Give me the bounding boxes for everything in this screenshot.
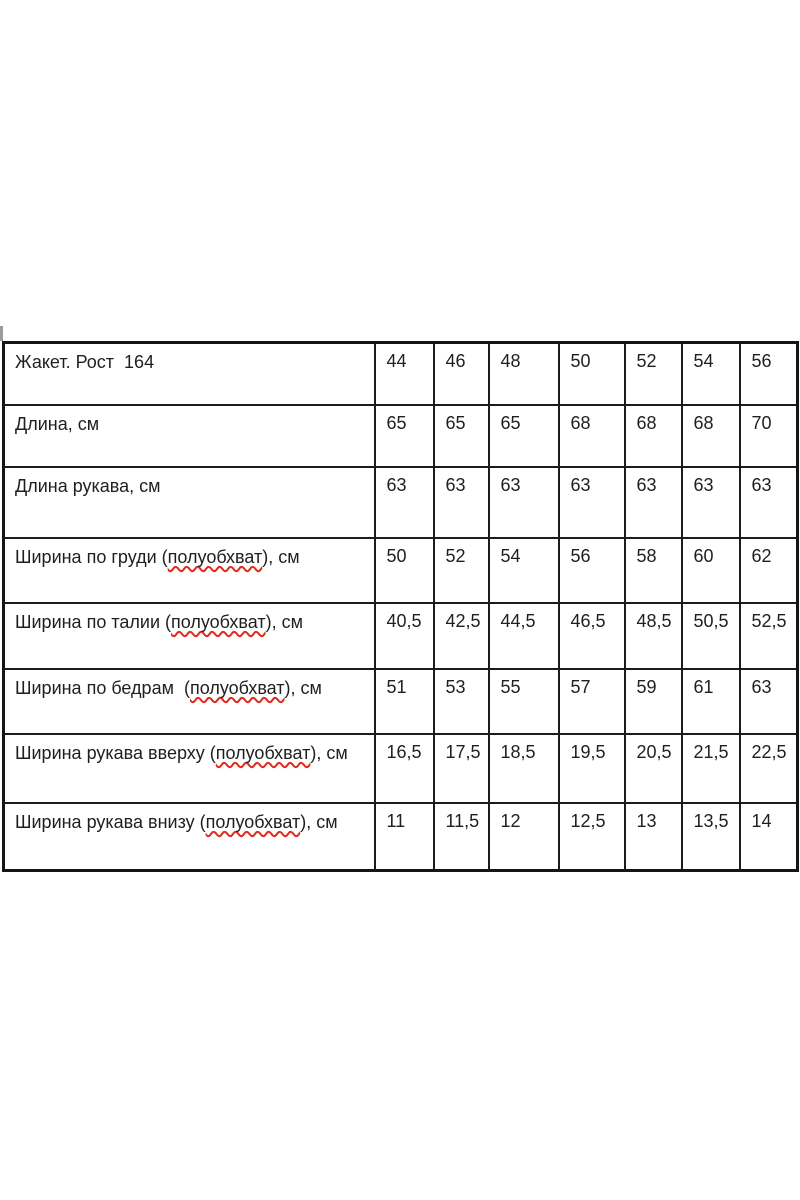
misspelled-word: полуобхват [205,811,301,832]
measurement-row [4,405,798,467]
size-number-cell: 46 [434,343,489,405]
measurement-value-cell: 44,5 [489,603,559,669]
label-text: Ширина рукава внизу ( [15,811,206,832]
label-text: ), см [262,546,300,567]
measurement-value-cell: 56 [559,538,625,603]
measurement-value-cell: 48,5 [625,603,682,669]
label-text: ), см [300,811,338,832]
row-label-cell [4,343,375,405]
measurement-value-cell: 63 [375,467,434,538]
misspelled-word: полуобхват [215,742,311,763]
row-label-cell [4,803,375,871]
row-label-cell [4,538,375,603]
row-label-cell [4,467,375,538]
measurement-row [4,603,798,669]
row-label-cell [4,669,375,734]
measurement-value-cell: 70 [740,405,798,467]
measurement-value-cell: 18,5 [489,734,559,803]
measurement-value-cell: 63 [740,467,798,538]
measurement-value-cell: 21,5 [682,734,740,803]
row-label-cell [4,603,375,669]
measurement-value-cell: 57 [559,669,625,734]
measurement-value-cell: 63 [489,467,559,538]
measurement-row [4,734,798,803]
label-text: Длина рукава, см [15,475,161,496]
measurement-value-cell: 12,5 [559,803,625,871]
measurement-value-cell: 59 [625,669,682,734]
measurement-value-cell: 65 [434,405,489,467]
measurement-value-cell: 63 [682,467,740,538]
measurement-value-cell: 63 [559,467,625,538]
measurement-value-cell: 46,5 [559,603,625,669]
label-text: ), см [284,677,322,698]
measurement-value-cell: 20,5 [625,734,682,803]
measurement-row [4,669,798,734]
label-text: Ширина рукава вверху ( [15,742,216,763]
measurement-value-cell: 11 [375,803,434,871]
measurement-value-cell: 61 [682,669,740,734]
stray-mark [0,326,3,341]
size-table-body [4,343,798,871]
measurement-value-cell: 16,5 [375,734,434,803]
measurement-value-cell: 50,5 [682,603,740,669]
measurement-value-cell: 13,5 [682,803,740,871]
label-text: Жакет. Рост 164 [15,352,155,372]
label-text: ), см [310,742,348,763]
measurement-value-cell: 63 [625,467,682,538]
measurement-value-cell: 17,5 [434,734,489,803]
measurement-value-cell: 55 [489,669,559,734]
size-number-cell: 54 [682,343,740,405]
measurement-value-cell: 65 [375,405,434,467]
row-label-cell [4,405,375,467]
label-text: Ширина по талии ( [15,611,171,632]
label-text: Ширина по бедрам ( [15,677,190,698]
misspelled-word: полуобхват [171,611,266,632]
measurement-value-cell: 50 [375,538,434,603]
measurement-value-cell: 68 [559,405,625,467]
label-text: Ширина по груди ( [15,546,168,567]
row-label-cell [4,734,375,803]
size-number-cell: 44 [375,343,434,405]
size-number-cell: 56 [740,343,798,405]
size-number-cell: 50 [559,343,625,405]
size-number-cell: 52 [625,343,682,405]
measurement-value-cell: 19,5 [559,734,625,803]
measurement-value-cell: 54 [489,538,559,603]
measurement-value-cell: 62 [740,538,798,603]
measurement-value-cell: 42,5 [434,603,489,669]
measurement-value-cell: 52 [434,538,489,603]
measurement-value-cell: 58 [625,538,682,603]
measurement-value-cell: 52,5 [740,603,798,669]
measurement-value-cell: 12 [489,803,559,871]
measurement-value-cell: 14 [740,803,798,871]
measurement-value-cell: 63 [740,669,798,734]
measurement-value-cell: 65 [489,405,559,467]
size-header-row [4,343,798,405]
measurement-value-cell: 40,5 [375,603,434,669]
measurement-row [4,467,798,538]
measurement-value-cell: 22,5 [740,734,798,803]
measurement-value-cell: 53 [434,669,489,734]
misspelled-word: полуобхват [167,546,263,567]
measurement-row [4,538,798,603]
label-text: Длина, см [15,413,100,434]
measurement-row [4,803,798,871]
measurement-value-cell: 63 [434,467,489,538]
size-number-cell: 48 [489,343,559,405]
measurement-value-cell: 60 [682,538,740,603]
measurement-value-cell: 11,5 [434,803,489,871]
measurement-value-cell: 51 [375,669,434,734]
measurement-value-cell: 68 [682,405,740,467]
label-text: ), см [265,611,303,632]
size-chart-table [2,341,799,872]
measurement-value-cell: 13 [625,803,682,871]
misspelled-word: полуобхват [189,677,285,698]
measurement-value-cell: 68 [625,405,682,467]
